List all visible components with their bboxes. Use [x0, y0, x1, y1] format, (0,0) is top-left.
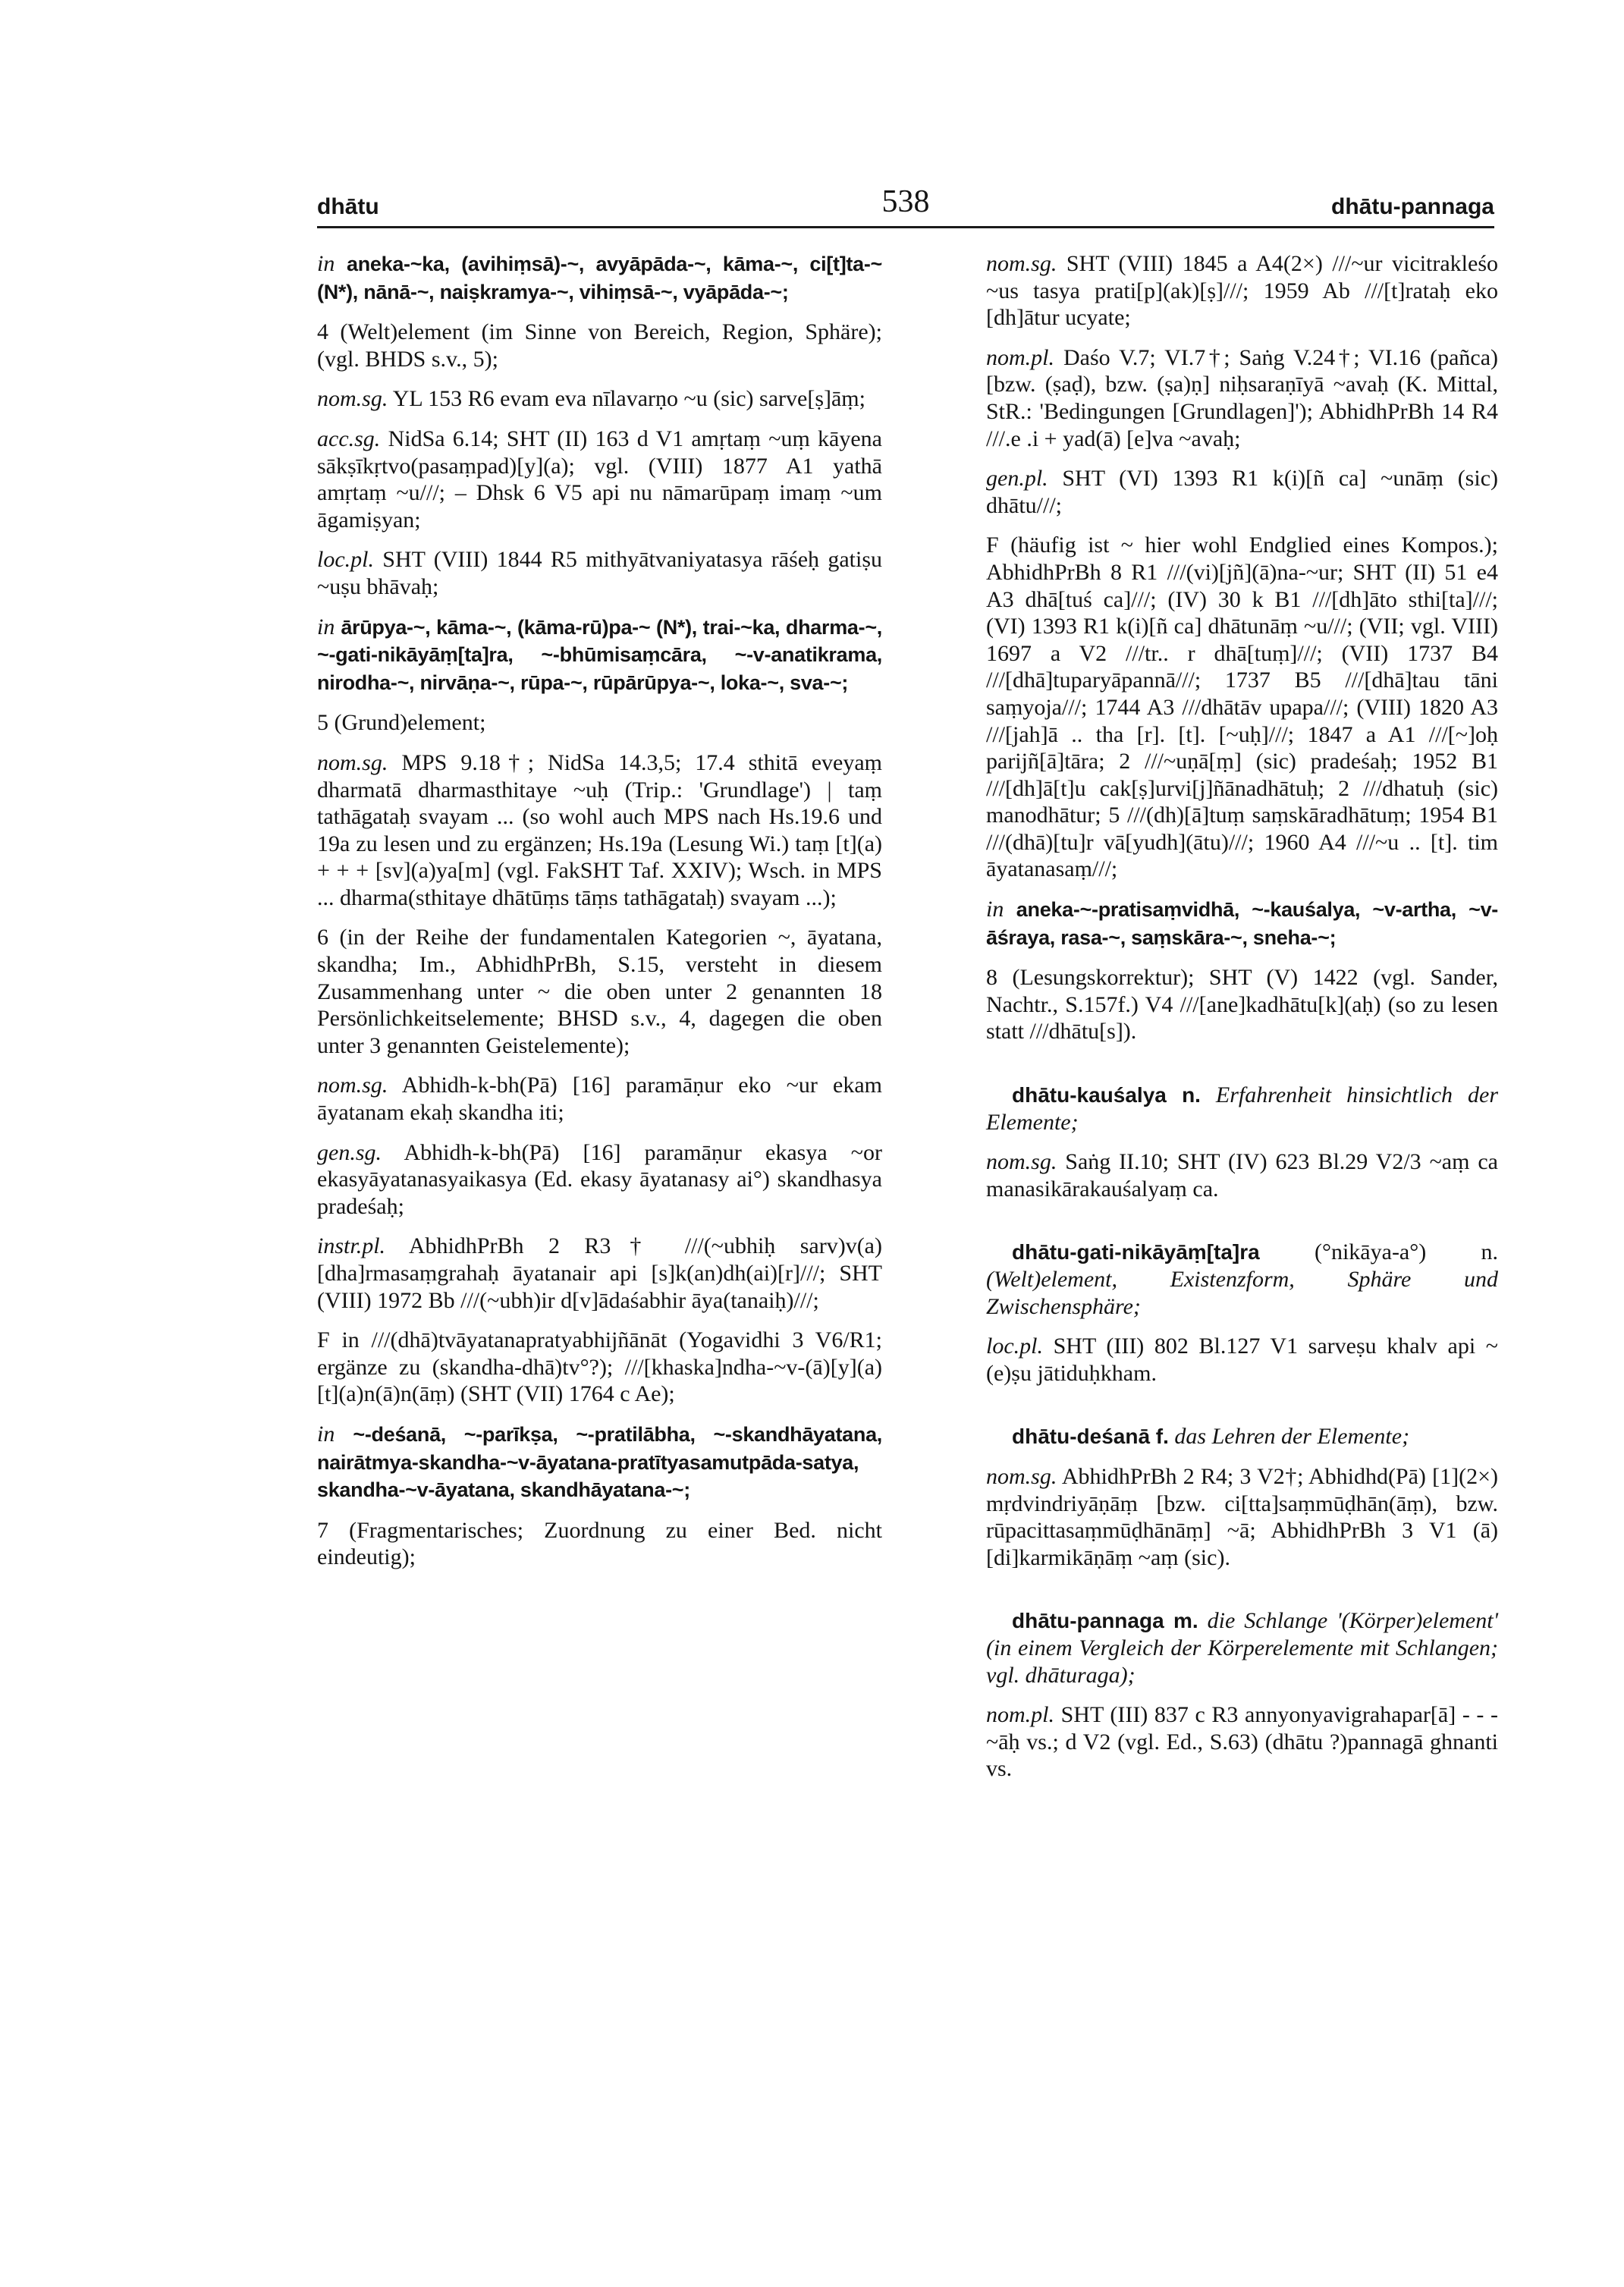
citation-text: AbhidhPrBh 2 R3† ///(~ubhiḥ sarv)v(a)[dha]rmasaṃgrahaḥ āyatanair api [s]k(an)dh(ai)[r]///; SHT (VIII) 1972 Bb ///(~ubh)ir d[v]ādaśabhir āya(tanaiḥ)///; [317, 1233, 882, 1313]
citation-text: MPS 9.18†; NidSa 14.3,5; 17.4 sthitā eveyaṃ dharmatā dharmasthitaye ~uḥ (Trip.: 'Grundlage') | taṃ tathāgataḥ svayam ... (so wohl auch MPS nach Hs.19.6 und 19a zu lesen und zu ergänzen; Hs.19a (Lesung Wi.) taṃ [t](a) + + + [sv](a)ya[m] (vgl. FakSHT Taf. XXIV); Wsch. in MPS ... dharma(sthitaye dhātūṃs tāṃs tathāgataḥ) svayam ...); [317, 749, 882, 910]
grammar-label: loc.pl. [317, 547, 374, 573]
citation-nom-sg-6 [317, 1072, 882, 1126]
citation-text: SHT (III) 837 c R3 annyonyavigrahapar[ā] - - - ~āḥ vs.; d V2 (vgl. Ed., S.63) (dhātu ?)pannagā ghnanti vs. [986, 1702, 1498, 1782]
citation-nom-sg-7 [986, 250, 1498, 331]
citation-nom-pl [986, 344, 1498, 452]
citation-text: NidSa 6.14; SHT (II) 163 d V1 amṛtaṃ ~uṃ kāyena sākṣīkṛtvo(pasaṃpad)[y](a); vgl. (VIII) 1877 A1 yathā amṛtaṃ ~u///; – Dhsk 6 V5 api nu nāmarūpaṃ imaṃ ~um āgamiṣyan; [317, 426, 882, 532]
entry-citation [986, 1701, 1498, 1783]
grammar-label: in [317, 614, 335, 639]
citation-text: YL 153 R6 evam eva nīlavarṇo ~u (sic) sarve[ṣ]āṃ; [392, 386, 865, 412]
citation-text: AbhidhPrBh 2 R4; 3 V2†; Abhidhd(Pā) [1](2×) mṛdvindriyāṇāṃ [bzw. ci[tta]saṃmūḍhān(āṃ), bzw. rūpacittasaṃmūḍhānāṃ] ~ā; AbhidhPrBh 3 V1 (ā)[di]karmikāṇāṃ ~aṃ (sic). [986, 1463, 1498, 1570]
citation-text: SHT (VIII) 1845 a A4(2×) ///~ur vicitrakleśo ~us tasya prati[p](ak)[ṣ]///; 1959 Ab ///[t]rataḥ eko [dh]ātur ucyate; [986, 251, 1498, 331]
grammar-label: nom.sg. [986, 1149, 1057, 1175]
sense-4 [317, 319, 882, 372]
header-right-term: dhātu-pannaga [1331, 194, 1494, 219]
grammar-label: nom.sg. [986, 1463, 1057, 1489]
sense-text: 7 (Fragmentarisches; Zuordnung zu einer Bed. nicht eindeutig); [317, 1517, 882, 1570]
citation-fragment-7 [986, 532, 1498, 883]
citation-loc-pl [317, 546, 882, 600]
entry-dhatu-desana [986, 1423, 1498, 1450]
paragraph-compounds-3 [317, 250, 882, 306]
entry-dhatu-pannaga [986, 1607, 1498, 1689]
citation-acc-sg [317, 426, 882, 533]
entry-citation [986, 1148, 1498, 1202]
compound-list: ~-deśanā, ~-parīkṣa, ~-pratilābha, ~-skandhāyatana, nairātmya-skandha-~v-āyatana-pratītyasamutpāda-satya, skandha-~v-āyatana, skandhāyatana-~; [317, 1422, 882, 1502]
grammar-label: in [317, 251, 335, 276]
citation-text: Saṅg II.10; SHT (IV) 623 Bl.29 V2/3 ~aṃ ca manasikārakauśalyaṃ ca. [986, 1149, 1498, 1202]
grammar-label: nom.pl. [986, 344, 1054, 370]
grammar-label: nom.sg. [317, 749, 388, 775]
sense-7 [317, 1517, 882, 1571]
grammar-label: in [986, 897, 1004, 922]
sense-8 [986, 964, 1498, 1045]
citation-text: in ///(dhā)tvāyatanapratyabhijñānāt (Yogavidhi 3 V6/R1; ergänze zu (skandha-dhā)tv°?); ///[khaska]ndha-~v-(ā)[y](a)[t](a)n(ā)n(āṃ) (SHT (VII) 1764 c Ae); [317, 1327, 882, 1407]
entry-dhatu-gati-nikayantara [986, 1239, 1498, 1320]
headword: dhātu-deśanā f. [1012, 1425, 1169, 1449]
paragraph-compounds-7 [986, 896, 1498, 951]
entry-citation [986, 1463, 1498, 1571]
definition: Erfahrenheit hinsichtlich der Elemente; [986, 1082, 1498, 1135]
citation-text: Abhidh-k-bh(Pā) [16] paramāṇur ekasya ~or ekasyāyatanasyaikasya (Ed. ekasy āyatanasy ai°) skandhasya pradeśaḥ; [317, 1139, 882, 1219]
paragraph-compounds-4 [317, 614, 882, 697]
citation-nom-sg-5 [317, 749, 882, 912]
citation-instr-pl [317, 1233, 882, 1314]
citation-text: (häufig ist ~ hier wohl Endglied eines Kompos.); AbhidhPrBh 8 R1 ///(vi)[jñ](ā)na-~ur; SHT (II) 51 e4 A3 dhā[tuś ca]///; (IV) 30 k B1 ///[dh]āto sthi[ta]///; (VI) 1393 R1 k(i)[ñ ca] dhātunāṃ ~u///; (VII; vgl. VIII) 1697 a V2 ///tr.. r dhā[tuṃ]///; (VII) 1737 B4 ///[dhā]tuparyāpannā///; 1737 B5 ///[dhā]tau tāni saṃyoja///; 1744 A3 ///dhātāv upapa///; (VIII) 1820 A3 ///[jah]ā .. tha [r]. [t]. [~uḥ]///; 1847 a A1 ///[~]oḥ parijñ[ā]tāra; 2 ///~uṇā[ṃ] (sic) pradeśaḥ; 1952 B1 ///[dh]ā[t]u cak[ṣ]urvi[j]ñānadhātuḥ; 2 ///dhatuḥ (sic) manodhātur; 5 ///(dh)[ā]tuṃ saṃskāradhātuṃ; 1954 B1 ///(dhā)[tu]r vā[yudh](ātu)///; 1960 A4 ///~u .. [t]. tim āyatanasaṃ///; [986, 532, 1498, 882]
sense-text: 6 (in der Reihe der fundamentalen Kategorien ~, āyatana, skandha; Im., AbhidhPrBh, S.15, versteht in diesem Zusammenhang unter ~ die oben unter 2 genannten 18 Persönlichkeitselemente; BHSD s.v., 4, dagegen die oben unter 3 genannten Geistelemente); [317, 925, 882, 1058]
citation-text: SHT (III) 802 Bl.127 V1 sarveṣu khalv api ~(e)ṣu jātiduḥkham. [986, 1334, 1498, 1386]
grammar-label: nom.sg. [317, 1073, 388, 1098]
sense-5 [317, 709, 882, 737]
grammar-label: nom.sg. [986, 251, 1057, 276]
grammar-label: acc.sg. [317, 426, 381, 451]
citation-gen-sg [317, 1139, 882, 1220]
entry-dhatu-kausalya [986, 1082, 1498, 1136]
grammar-label: loc.pl. [986, 1334, 1043, 1359]
citation-text: SHT (VIII) 1844 R5 mithyātvaniyatasya rāśeḥ gatiṣu ~uṣu bhāvaḥ; [317, 547, 883, 599]
left-column [317, 250, 882, 1584]
headword: dhātu-kauśalya n. [1012, 1083, 1201, 1107]
citation-text: Abhidh-k-bh(Pā) [16] paramāṇur eko ~ur ekam āyatanam ekaḥ skandha iti; [317, 1073, 882, 1126]
sense-text: 4 (Welt)element (im Sinne von Bereich, Region, Sphäre); (vgl. BHDS s.v., 5); [317, 319, 882, 372]
definition: das Lehren der Elemente; [1174, 1424, 1410, 1450]
grammar-label: in [317, 1421, 335, 1447]
sense-text: 8 (Lesungskorrektur); SHT (V) 1422 (vgl. Sander, Nachtr., S.157f.) V4 ///[ane]kadhātu[k](aḥ) (so zu lesen statt ///dhātu[s]). [986, 965, 1498, 1045]
header-rule [317, 226, 1494, 228]
grammar-label: nom.sg. [317, 386, 388, 412]
compound-list: aneka-~-pratisaṃvidhā, ~-kauśalya, ~v-artha, ~v-āśraya, rasa-~, saṃskāra-~, sneha-~; [986, 898, 1498, 949]
compound-list: ārūpya-~, kāma-~, (kāma-rū)pa-~ (N*), trai-~ka, dharma-~, ~-gati-nikāyāṃ[ta]ra, ~-bhūmisaṃcāra, ~-v-anatikrama, nirodha-~, nirvāṇa-~, rūpa-~, rūpārūpya-~, loka-~, sva-~; [317, 615, 883, 694]
sense-text: 5 (Grund)element; [317, 710, 486, 736]
sense-6 [317, 924, 882, 1059]
citation-text: SHT (VI) 1393 R1 k(i)[ñ ca] ~unāṃ (sic) dhātu///; [986, 466, 1498, 518]
citation-nom-sg [317, 385, 882, 413]
citation-fragment [317, 1327, 882, 1408]
entry-citation [986, 1333, 1498, 1387]
page-number: 538 [881, 184, 930, 219]
paragraph-compounds-6 [317, 1421, 882, 1504]
headword: dhātu-gati-nikāyāṃ[ta]ra [1012, 1240, 1260, 1264]
compound-list: aneka-~ka, (avihiṃsā)-~, avyāpāda-~, kāma-~, ci[t]ta-~ (N*), nānā-~, naiṣkramya-~, vihiṃsā-~, vyāpāda-~; [317, 253, 882, 303]
fragment-label: F [317, 1327, 330, 1353]
definition: die Schlange '(Körper)element' (in einem Vergleich der Körperelemente mit Schlangen; vgl. dhāturaga); [986, 1608, 1499, 1688]
citation-text: Daśo V.7; VI.7†; Saṅg V.24†; VI.16 (pañca) [bzw. (ṣaḍ), bzw. (ṣa)ṇ] niḥsaraṇīyā ~avaḥ (K. Mittal, StR.: 'Bedingungen [Grundlagen]'); AbhidhPrBh 14 R4 ///.e .i + yad(ā) [e]va ~avaḥ; [986, 344, 1499, 451]
grammar-label: instr.pl. [317, 1233, 386, 1259]
grammar-label: gen.pl. [986, 466, 1048, 492]
fragment-label: F [986, 532, 999, 558]
grammar-label: gen.sg. [317, 1139, 382, 1165]
citation-gen-pl [986, 465, 1498, 519]
grammar-info: (°nikāya-a°) n. [1314, 1239, 1498, 1265]
definition: (Welt)element, Existenzform, Sphäre und Zwischensphäre; [986, 1267, 1498, 1319]
right-column [986, 250, 1498, 1795]
headword: dhātu-pannaga m. [1012, 1609, 1198, 1633]
page-header [317, 184, 1494, 229]
grammar-label: nom.pl. [986, 1702, 1054, 1728]
header-left-term: dhātu [317, 194, 379, 219]
